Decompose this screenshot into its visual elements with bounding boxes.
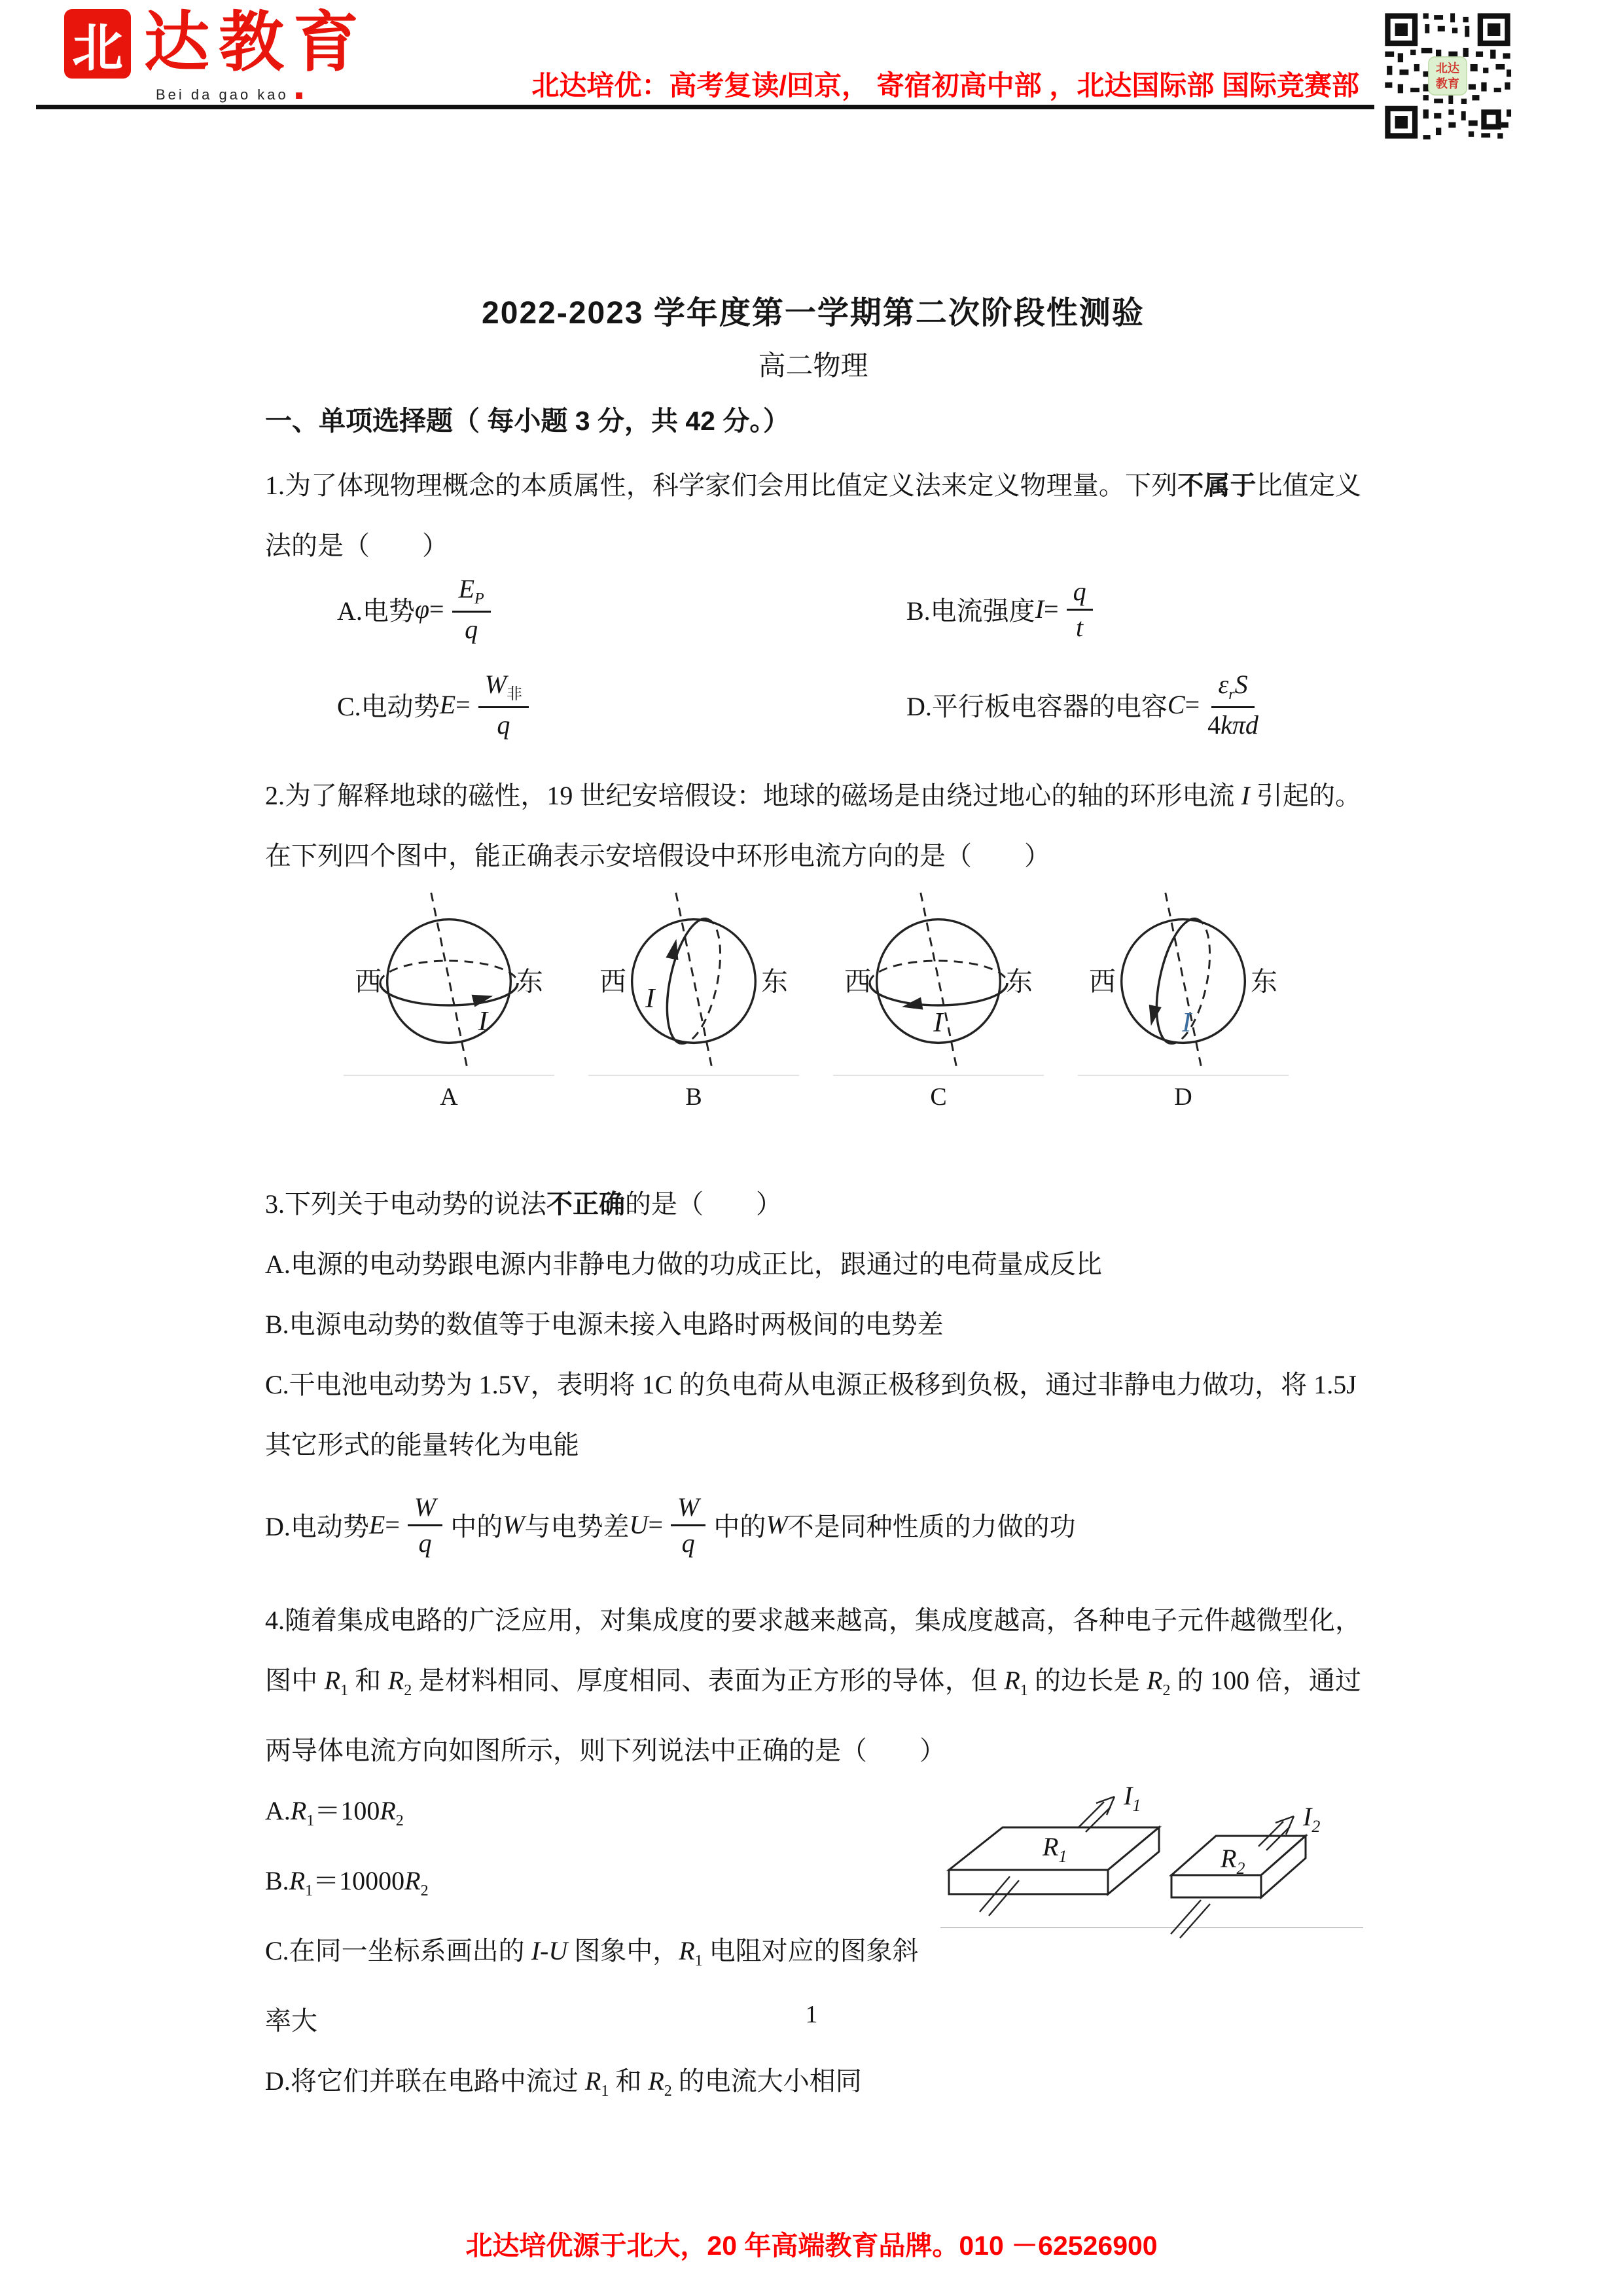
globe-circle [632, 920, 756, 1043]
question-3-option-c: C.干电池电动势为 1.5V，表明将 1C 的负电荷从电源正极移到负极，通过非静电力做功，将 1.5J 其它形式的能量转化为电能 [265, 1370, 1357, 1460]
west-label: 西 [599, 967, 626, 997]
qr-code-image [1380, 8, 1516, 144]
current-label: I [645, 982, 655, 1014]
figure-caption-d: D [1174, 1083, 1192, 1111]
current-loop-back [870, 961, 1007, 983]
question-1-option-d: D.平行板电容器的电容 C = $\frac{\varepsilon_rS}{\text{4kπd}}$ [906, 670, 1258, 740]
page-header [0, 0, 1623, 139]
current-label: I [478, 1005, 488, 1037]
current-loop-front [380, 983, 518, 1005]
current-loop-front [658, 914, 707, 1043]
figure-caption-b: B [685, 1083, 702, 1111]
header-divider [36, 105, 1374, 109]
qr-badge-line2: 教育 [1435, 77, 1460, 91]
r2-lead-wire [1171, 1900, 1210, 1938]
figure-caption-c: C [930, 1083, 947, 1111]
brand-name: 达教育 [144, 7, 368, 79]
question-1-option-c: C.电动势 E = $\frac{W_非}{q}$ [337, 660, 906, 749]
qr-code [1380, 8, 1516, 144]
r1-label: $R_1$ [1043, 1832, 1067, 1866]
page-footer: 北达培优源于北大，20 年高端教育品牌。010 －62526900 [465, 2231, 1158, 2261]
globe-circle [387, 920, 511, 1043]
current-loop-back [380, 961, 518, 983]
brand-logo [64, 7, 368, 103]
question-4-option-d: D.将它们并联在电路中流过 $R_1$ 和 $R_2$ 的电流大小相同 [265, 2066, 862, 2100]
west-label: 西 [844, 967, 871, 997]
east-label: 东 [1006, 967, 1033, 997]
current-loop-front [870, 983, 1007, 1005]
i2-label: $I_2$ [1303, 1802, 1321, 1836]
question-1-options [265, 564, 1361, 749]
question-4-option-a: $A.R_1=100R_2$ [265, 1796, 404, 1829]
current-arrow [472, 990, 495, 1007]
current-label: I [933, 1007, 943, 1038]
question-4-stem: 4.随着集成电路的广泛应用，对集成度的要求越来越高，集成度越高，各种电子元件越微型化，图中 $R_1$ 和 $R_2$ 是材料相同、厚度相同、表面为正方形的导体，但 $R_1$ 的边长是 $R_2$ 的 100 倍，通过两导体电流方向如图所示，则下列说法中正确的是（ ） [265, 1605, 1362, 1765]
header-tagline: 北达培优：高考复读/回京， 寄宿初高中部 ，北达国际部 国际竞赛部 [531, 70, 1359, 101]
question-2-stem: 2.为了解释地球的磁性，19 世纪安培假设：地球的磁场是由绕过地心的轴的环形电流 I 引起的。在下列四个图中，能正确表示安培假设中环形电流方向的是（ ） [265, 781, 1362, 870]
resistor-figure [939, 1770, 1371, 1943]
document-body [0, 295, 1623, 2121]
globe-figure-a [344, 890, 554, 1111]
globe-figure-c [833, 890, 1044, 1111]
question-3 [265, 1174, 1361, 1573]
west-label: 西 [355, 967, 382, 997]
question-2-figures [344, 890, 1361, 1111]
exam-title: 2022-2023 学年度第一学期第二次阶段性测验 [482, 296, 1145, 331]
question-4 [265, 1590, 1361, 2121]
brand-bullet-icon: ■ [294, 88, 306, 103]
r2-label: $R_2$ [1221, 1844, 1245, 1878]
question-3-stem: 3.下列关于电动势的说法不正确的是（ ） [265, 1189, 782, 1219]
question-3-option-d: D.电动势 E = $\frac{W}{q}$ 中的 W 与电势差 U = $\frac{W}{q}$ 中的 W 不是同种性质的力做的功 [265, 1492, 1076, 1558]
exam-subject: 高二物理 [758, 351, 868, 382]
globe-c-image [833, 890, 1044, 1076]
brand-subtext [156, 86, 306, 103]
globe-d-image [1078, 890, 1289, 1076]
globe-figure-d [1078, 890, 1289, 1111]
question-1-option-a: A.电势 φ = $\frac{E_P}{q}$ [337, 564, 906, 653]
globe-b-image [588, 890, 799, 1076]
current-label: I [1182, 1007, 1192, 1038]
brand-seal-icon: 北 [64, 9, 131, 79]
question-4-option-b: $B.R_1=10000R_2$ [265, 1866, 429, 1899]
question-4-option-c: C.在同一坐标系画出的 I-U 图象中，$R_1$ 电阻对应的图象斜率大 [265, 1936, 919, 2036]
east-label: 东 [1251, 967, 1277, 997]
qr-badge-line1: 北达 [1435, 62, 1460, 75]
page-number: 1 [805, 2001, 818, 2028]
question-3-option-b: B.电源电动势的数值等于电源未接入电路时两极间的电势差 [265, 1310, 944, 1339]
globe-a-image [344, 890, 554, 1076]
globe-figure-b [588, 890, 799, 1111]
brand-pinyin: Bei da gao kao [156, 86, 289, 103]
current-arrow [901, 997, 923, 1014]
current-loop-back [1170, 919, 1220, 1049]
east-label: 东 [761, 967, 788, 997]
question-1-option-b: B.电流强度 I = $\frac{q}{t}$ [906, 564, 1361, 653]
section-heading: 一、单项选择题（ 每小题 3 分，共 42 分。） [265, 406, 790, 436]
east-label: 东 [516, 967, 543, 997]
resistor-figure-image [939, 1770, 1371, 1943]
figure-caption-a: A [440, 1083, 458, 1111]
current-loop-back [681, 919, 730, 1049]
i1-label: $I_1$ [1124, 1781, 1141, 1815]
question-3-option-a: A.电源的电动势跟电源内非静电力做的功成正比，跟通过的电荷量成反比 [265, 1249, 1102, 1279]
west-label: 西 [1089, 967, 1116, 997]
question-1-stem: 1.为了体现物理概念的本质属性，科学家们会用比值定义法来定义物理量。下列不属于比值定义法的是（ ） [265, 471, 1362, 560]
